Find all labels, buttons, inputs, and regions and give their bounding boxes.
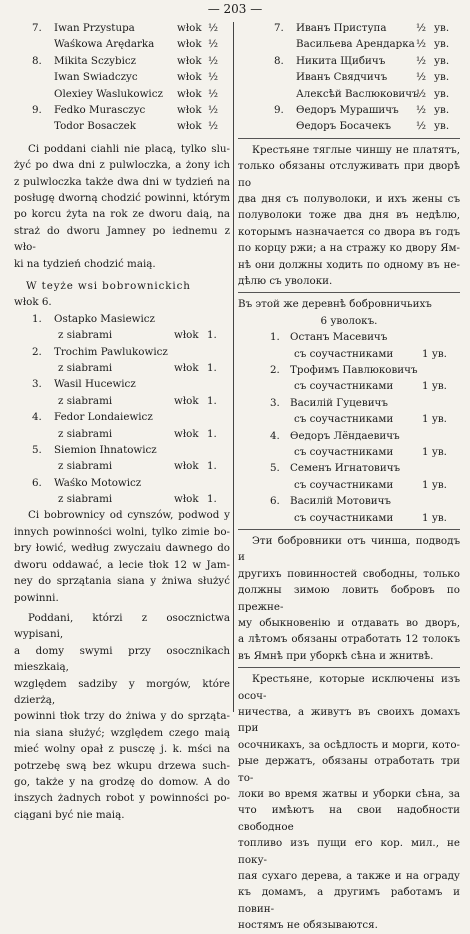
unit-label: włok: [177, 120, 202, 133]
polish-list-1: [14, 20, 230, 135]
amount-value: 1 ув.: [422, 511, 447, 524]
paragraph-line: локи во время жатвы и уборки сѣна, за: [238, 787, 460, 800]
paragraph-line: другихъ повинностей свободны, только: [238, 567, 460, 580]
paragraph-line: Крестьяне тяглые чиншу не платятъ,: [252, 143, 460, 156]
paragraph-line: ciągani być nie maią.: [14, 808, 125, 821]
russian-list-1-row: [238, 86, 460, 102]
paragraph-line: powinni.: [14, 591, 59, 604]
russian-list-1-row: [238, 53, 460, 69]
paragraph-line: Ci bobrownicy od cynszów, podwod y: [28, 509, 230, 522]
polish-paragraph-1: [14, 141, 230, 272]
russian-paragraph-1: [238, 142, 460, 290]
polish-list-1-row: [14, 118, 230, 134]
paragraph-line: Poddani, którzi z osocznictwa wypisani,: [14, 611, 230, 641]
amount-value: 1 ув.: [422, 413, 447, 426]
unit-label: włok: [177, 87, 202, 100]
with-companions-label: z siabrami: [58, 493, 113, 506]
list-number: 6.: [270, 495, 280, 508]
with-companions-label: z siabrami: [58, 460, 113, 473]
person-name: Останъ Масевичъ: [290, 331, 388, 344]
unit-label: ув.: [434, 120, 450, 133]
paragraph-line: powinni tłok trzy do żniwa y do sprząta-: [14, 710, 230, 723]
polish-list-2-subrow: [14, 393, 230, 409]
amount-fraction: ½: [208, 22, 218, 34]
person-name: Иванъ Свядчичъ: [296, 71, 388, 84]
person-name: Алексѣй Васлюковичъ: [296, 87, 419, 100]
person-name: Iwan Przystupa: [54, 22, 135, 34]
russian-list-2-row: [238, 460, 460, 476]
russian-list-1-row: [238, 69, 460, 85]
amount-fraction: ½: [416, 103, 426, 116]
russian-list-2: [238, 329, 460, 526]
amount-value: 1.: [207, 493, 217, 506]
polish-list-1-row: [14, 86, 230, 102]
amount-fraction: ½: [208, 54, 218, 67]
paragraph-line: ничества, а живутъ въ своихъ домахъ при: [238, 705, 460, 735]
unit-label: włok: [177, 22, 202, 34]
russian-list-2-subrow: [238, 378, 460, 394]
paragraph-line: къ домамъ, а другимъ работамъ и повин-: [238, 886, 460, 915]
paragraph-line: nia siana służyć; względem czego maią: [14, 726, 230, 739]
paragraph-line: должны зимою ловить бобровъ по прежне-: [238, 584, 460, 613]
paragraph-line: въ Ямнѣ при уборкѣ сѣна и жнитвѣ.: [238, 649, 434, 662]
paragraph-line: топливо изъ пущи его кор. мил., не поку-: [238, 837, 460, 866]
russian-list-2-subrow: [238, 411, 460, 427]
unit-label: włok: [174, 493, 199, 506]
amount-value: 1.: [207, 460, 217, 473]
amount-fraction: ½: [416, 120, 426, 133]
russian-paragraph-2: [238, 533, 460, 664]
polish-list-1-row: [14, 20, 230, 36]
unit-label: ув.: [434, 22, 450, 34]
polish-list-2-row: [14, 475, 230, 491]
paragraph-line: posługę dworną chodzić powinni, którym: [14, 191, 230, 204]
heading-line: włok 6.: [14, 296, 52, 309]
polish-list-2-subrow: [14, 458, 230, 474]
paragraph-line: Крестьяне, которые исключены изъ осоч-: [238, 673, 460, 702]
russian-list-1-row: [238, 36, 460, 52]
paragraph-line: рые держатъ, обязаны отработать три то-: [238, 755, 460, 784]
paragraph-line: po korcu żyta na rok ze dworu daią, na: [14, 208, 230, 221]
person-name: Ѳедоръ Босачекъ: [296, 120, 392, 133]
polish-list-2-row: [14, 409, 230, 425]
amount-value: 1 ув.: [422, 380, 447, 393]
unit-label: włok: [174, 394, 199, 407]
amount-fraction: ½: [416, 22, 426, 34]
amount-value: 1.: [207, 329, 217, 342]
paragraph-line: осочникахъ, за осѣдлость и морги, кото-: [238, 738, 460, 751]
with-companions-label: z siabrami: [58, 427, 113, 440]
polish-list-1-row: [14, 53, 230, 69]
amount-value: 1 ув.: [422, 445, 447, 458]
paragraph-line: straż do dworu Jamney po iednemu z wło-: [14, 224, 230, 254]
column-divider: [233, 22, 234, 712]
amount-value: 1 ув.: [422, 347, 447, 360]
list-number: 2.: [32, 345, 42, 358]
unit-label: ув.: [434, 103, 450, 116]
paragraph-line: bry łowić, według zwyczaiu dawnego do: [14, 542, 230, 555]
paragraph-line: dworu oddawać, a lecie tłok 12 w Jam-: [14, 558, 230, 571]
paragraph-line: Эти бобровники отъ чинша, подводъ и: [238, 534, 460, 564]
amount-fraction: ½: [416, 71, 426, 84]
person-name: Никита Щибичъ: [296, 54, 386, 67]
unit-label: ув.: [434, 54, 450, 67]
unit-label: włok: [177, 71, 202, 84]
unit-label: włok: [177, 103, 202, 116]
amount-value: 1.: [207, 361, 217, 374]
person-name: Waśko Motowicz: [54, 476, 142, 489]
russian-list-2-subrow: [238, 444, 460, 460]
paragraph-line: которымъ назначается со двора въ годъ: [238, 225, 460, 238]
amount-value: 1 ув.: [422, 478, 447, 491]
polish-list-2-row: [14, 442, 230, 458]
polish-list-1-row: [14, 69, 230, 85]
paragraph-line: ney do sprzątania siana y żniwa służyć: [14, 575, 230, 588]
person-name: Семенъ Игнатовичъ: [290, 462, 401, 475]
polish-list-1-row: [14, 102, 230, 118]
polish-heading: [14, 278, 230, 311]
list-number: 7.: [274, 22, 284, 34]
paragraph-line: innych powinności wolni, tylko zimie bo-: [14, 525, 230, 538]
polish-list-2-subrow: [14, 491, 230, 507]
with-companions-label: z siabrami: [58, 329, 113, 342]
amount-fraction: ½: [208, 87, 218, 100]
paragraph-line: по корцу ржи; а на стражу ко двору Ям-: [238, 242, 460, 255]
person-name: Iwan Swiadczyc: [54, 71, 138, 84]
russian-paragraph-3: [238, 671, 460, 934]
person-name: Василій Мотовичъ: [290, 495, 391, 508]
paragraph-line: дѣлю съ уволоки.: [238, 274, 333, 287]
person-name: Todor Bosaczek: [54, 120, 136, 133]
list-number: 6.: [32, 476, 42, 489]
person-name: Wasil Hucewicz: [54, 378, 136, 391]
paragraph-line: му обыкновенію и отдавать во дворъ,: [238, 616, 460, 629]
russian-list-1-row: [238, 20, 460, 36]
paragraph-line: względem sadziby y morgów, które dzierżą,: [14, 677, 230, 706]
paragraph-line: ностямъ не обязываются.: [238, 919, 378, 932]
amount-fraction: ½: [416, 38, 426, 51]
amount-fraction: ½: [208, 71, 218, 84]
list-number: 2.: [270, 363, 280, 376]
list-number: 3.: [270, 396, 280, 409]
list-number: 4.: [270, 429, 280, 442]
paragraph-line: potrzebę swą bez wkupu drzewa such-: [14, 759, 230, 772]
russian-list-2-row: [238, 493, 460, 509]
person-name: Waśkowa Arędarka: [54, 38, 155, 51]
unit-label: włok: [177, 54, 202, 67]
amount-value: 1.: [207, 394, 217, 407]
list-number: 9.: [274, 103, 284, 116]
polish-paragraph-2: [14, 507, 230, 605]
with-companions-label: съ соучастниками: [294, 347, 394, 360]
russian-list-1-row: [238, 102, 460, 118]
person-name: Ѳедоръ Лёндаевичъ: [290, 429, 400, 442]
paragraph-line: żyć po dwa dni z pulwloczka, a żony ich: [14, 159, 230, 172]
person-name: Siemion Ihnatowicz: [54, 443, 157, 456]
amount-value: 1.: [207, 427, 217, 440]
russian-list-2-subrow: [238, 477, 460, 493]
polish-list-1-row: [14, 36, 230, 52]
person-name: Trochim Pawlukowicz: [54, 345, 168, 358]
paragraph-line: mieć wolny opał z pusczę j. k. mści na: [14, 743, 230, 756]
unit-label: włok: [174, 361, 199, 374]
paragraph-line: пая сухаго дерева, а также и на ограду: [238, 870, 460, 883]
amount-fraction: ½: [208, 120, 218, 133]
polish-list-2-subrow: [14, 360, 230, 376]
unit-label: ув.: [434, 71, 450, 84]
paragraph-line: Ci poddani ciahli nie placą, tylko slu-: [28, 142, 230, 155]
list-number: 8.: [274, 54, 284, 67]
paragraph-line: два дня съ полуволоки, и ихъ жены съ: [238, 192, 460, 205]
page-number: — 203 —: [207, 2, 263, 16]
person-name: Иванъ Приступа: [296, 22, 387, 34]
with-companions-label: съ соучастниками: [294, 478, 394, 491]
list-number: 3.: [32, 378, 42, 391]
polish-column: [14, 20, 230, 823]
unit-label: ув.: [434, 38, 450, 51]
person-name: Ѳедоръ Мурашичъ: [296, 103, 399, 116]
russian-list-2-subrow: [238, 346, 460, 362]
amount-fraction: ½: [416, 87, 426, 100]
russian-list-2-row: [238, 329, 460, 345]
polish-list-2-row: [14, 311, 230, 327]
paragraph-line: ki na tydzień chodzić maią.: [14, 257, 156, 270]
list-number: 1.: [32, 312, 42, 325]
list-number: 9.: [32, 103, 42, 116]
russian-column: [238, 20, 460, 934]
unit-label: włok: [174, 329, 199, 342]
russian-heading: [238, 296, 460, 329]
paragraph-line: полуволоки тоже два дня въ недѣлю,: [238, 209, 460, 222]
heading-line: 6 уволокъ.: [320, 314, 378, 327]
with-companions-label: z siabrami: [58, 361, 113, 374]
list-number: 1.: [270, 331, 280, 344]
person-name: Васильева Арендарка: [296, 38, 415, 51]
polish-list-2: [14, 311, 230, 508]
russian-list-1-row: [238, 118, 460, 134]
list-number: 8.: [32, 54, 42, 67]
paragraph-line: inszych żadnych robot y powinności po-: [14, 792, 230, 805]
person-name: Fedor Londaiewicz: [54, 411, 153, 424]
with-companions-label: съ соучастниками: [294, 380, 394, 393]
with-companions-label: z siabrami: [58, 394, 113, 407]
unit-label: włok: [177, 38, 202, 51]
russian-list-1: [238, 20, 460, 135]
amount-fraction: ½: [208, 38, 218, 51]
paragraph-line: go, także y na grodzę do domow. A do: [14, 775, 230, 788]
unit-label: włok: [174, 427, 199, 440]
person-name: Fedko Murasczyc: [54, 103, 146, 116]
russian-list-2-row: [238, 428, 460, 444]
paragraph-line: нѣ они должны ходить по одному въ не-: [238, 258, 460, 271]
person-name: Василій Гуцевичъ: [290, 396, 388, 409]
polish-paragraph-3: [14, 610, 230, 823]
with-companions-label: съ соучастниками: [294, 445, 394, 458]
heading-line: Въ этой же деревнѣ бобровничьихъ: [238, 298, 432, 311]
paragraph-line: a domy swymi przy osocznikach mieszkaią,: [14, 644, 230, 674]
with-companions-label: съ соучастниками: [294, 413, 394, 426]
amount-fraction: ½: [416, 54, 426, 67]
amount-fraction: ½: [208, 103, 218, 116]
paragraph-line: только обязаны отслуживать при дворѣ по: [238, 160, 460, 189]
russian-list-2-subrow: [238, 510, 460, 526]
polish-list-2-subrow: [14, 327, 230, 343]
paragraph-line: а лѣтомъ обязаны отработать 12 толокъ: [238, 633, 460, 646]
person-name: Mikita Sczybicz: [54, 54, 137, 67]
polish-list-2-row: [14, 376, 230, 392]
person-name: Olexiey Waslukowicz: [54, 87, 163, 100]
paragraph-line: что имѣютъ на свои надобности свободное: [238, 804, 460, 833]
unit-label: ув.: [434, 87, 450, 100]
list-number: 4.: [32, 411, 42, 424]
polish-list-2-row: [14, 344, 230, 360]
with-companions-label: съ соучастниками: [294, 511, 394, 524]
russian-list-2-row: [238, 395, 460, 411]
russian-list-2-row: [238, 362, 460, 378]
person-name: Трофимъ Павлюковичъ: [290, 363, 418, 376]
paragraph-line: z pulwloczka także dwa dni w tydzień na: [14, 175, 230, 188]
list-number: 5.: [270, 462, 280, 475]
heading-line: W teyże wsi bobrownickich: [26, 279, 191, 292]
list-number: 5.: [32, 443, 42, 456]
person-name: Ostapko Masiewicz: [54, 312, 155, 325]
list-number: 7.: [32, 22, 42, 34]
polish-list-2-subrow: [14, 426, 230, 442]
unit-label: włok: [174, 460, 199, 473]
